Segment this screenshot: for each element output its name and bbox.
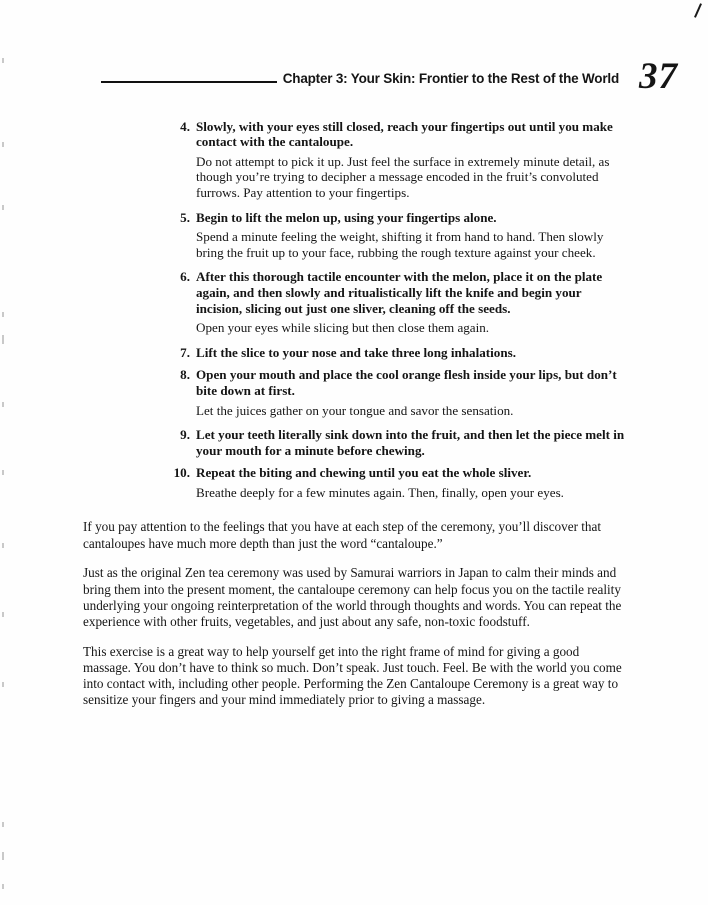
page-content <box>0 119 708 709</box>
step-heading: Lift the slice to your nose and take three long inhalations. <box>196 344 516 360</box>
step-body: Spend a minute feeling the weight, shifting it from hand to hand. Then slowly bring the fruit up to your face, rubbing the rough texture against your cheek. <box>196 229 604 260</box>
step-number: 6. <box>180 269 190 285</box>
scan-edge-mark <box>2 822 4 827</box>
scan-edge-mark <box>2 205 4 210</box>
scan-edge-mark <box>2 142 4 147</box>
step-number: 8. <box>180 367 190 383</box>
step-number: 10. <box>173 465 190 481</box>
paragraph: Just as the original Zen tea ceremony was used by Samurai warriors in Japan to calm their minds and bring them into the present moment, the cantaloupe ceremony can help focus you on the tactile reality underlying your ongoing reinterpretation of the world through thoughts and words. You can repeat the experience with other fruits, vegetables, and just about any safe, non-toxic foodstuff. <box>83 565 622 629</box>
steps-list <box>83 119 626 503</box>
step-heading: Let your teeth literally sink down into the fruit, and then let the piece melt in your mouth for a minute before chewing. <box>196 427 625 458</box>
step-text <box>196 367 626 420</box>
scan-edge-mark <box>2 682 4 687</box>
step-body: Breathe deeply for a few minutes again. Then, finally, open your eyes. <box>196 484 564 500</box>
step-number: 4. <box>180 118 190 134</box>
page-number: 37 <box>639 56 678 97</box>
step-text <box>196 345 626 361</box>
step-body: Open your eyes while slicing but then close them again. <box>196 320 490 336</box>
list-item <box>83 119 626 203</box>
step-text <box>196 269 626 337</box>
paragraph: This exercise is a great way to help yourself get into the right frame of mind for giving a good massage. You don’t have to think so much. Don’t speak. Just touch. Feel. Be with the world you come into contact with, including other people. Performing the Zen Cantaloupe Ceremony is a great way to sensitize your fingers and your mind immediately prior to giving a massage. <box>83 643 622 708</box>
step-text <box>196 427 626 458</box>
list-item <box>83 427 626 458</box>
scan-edge-mark <box>2 470 4 475</box>
scan-edge-mark <box>2 884 4 889</box>
step-heading: After this thorough tactile encounter with the melon, place it on the plate again, and then slowly and ritualistically lift the knife and begin your incision, slicing out just one sliver, cleaning off the seeds. <box>196 269 603 316</box>
body-paragraphs <box>83 519 626 708</box>
step-text <box>196 119 626 203</box>
scan-edge-mark <box>2 543 4 548</box>
header-rule <box>101 81 277 83</box>
step-number: 7. <box>180 344 190 360</box>
chapter-title: Chapter 3: Your Skin: Frontier to the Rest of the World <box>282 71 619 87</box>
scan-edge-mark <box>2 335 4 344</box>
scan-edge-mark <box>2 612 4 617</box>
step-heading: Open your mouth and place the cool orange flesh inside your lips, but don’t bite down at first. <box>196 367 617 398</box>
scan-edge-mark <box>2 852 4 860</box>
step-text <box>196 465 626 502</box>
step-heading: Begin to lift the melon up, using your fingertips alone. <box>196 209 497 225</box>
step-heading: Slowly, with your eyes still closed, reach your fingertips out until you make contact with the cantaloupe. <box>196 118 613 150</box>
scan-edge-mark <box>2 402 4 407</box>
page-header <box>0 0 708 97</box>
step-text <box>196 210 626 263</box>
step-heading: Repeat the biting and chewing until you eat the whole sliver. <box>196 465 532 481</box>
scan-edge-mark <box>2 58 4 63</box>
scan-edge-mark <box>2 312 4 317</box>
list-item <box>83 465 626 502</box>
list-item <box>83 367 626 420</box>
list-item <box>83 345 626 361</box>
step-body: Do not attempt to pick it up. Just feel the surface in extremely minute detail, as though you’re trying to decipher a message encoded in the fruit’s convoluted furrows. Pay attention to your fingertips. <box>196 153 610 200</box>
list-item <box>83 210 626 263</box>
step-body: Let the juices gather on your tongue and savor the sensation. <box>196 402 514 418</box>
paragraph: If you pay attention to the feelings that you have at each step of the ceremony, you’ll discover that cantaloupes have much more depth than just the word “cantaloupe.” <box>83 519 602 551</box>
step-number: 9. <box>180 427 190 443</box>
step-number: 5. <box>180 209 190 225</box>
list-item <box>83 269 626 337</box>
